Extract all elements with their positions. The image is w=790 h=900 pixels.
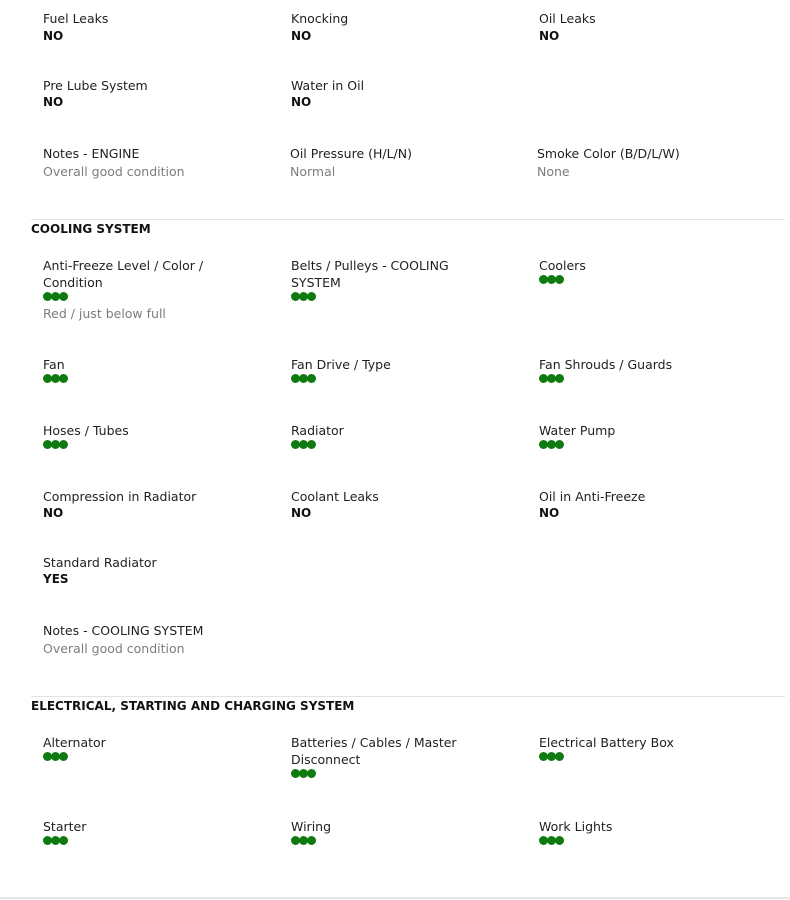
hoses-label: Hoses / Tubes [43, 423, 129, 438]
smoke-color-label: Smoke Color (B/D/L/W) [537, 146, 680, 161]
cooling-section-title: COOLING SYSTEM [31, 222, 151, 236]
alternator-item [43, 734, 106, 761]
rating-dots [539, 373, 672, 383]
rating-dot-icon [59, 374, 68, 383]
fan-drive-label: Fan Drive / Type [291, 357, 391, 372]
rating-dot-icon [555, 275, 564, 284]
batteries-item [291, 734, 457, 778]
antifreeze-label-line1: Anti-Freeze Level / Color / [43, 258, 204, 273]
coolers-item [539, 257, 586, 284]
rating-dot-icon [555, 752, 564, 761]
engine-notes-value: Overall good condition [43, 164, 185, 179]
belts-label-line2: SYSTEM [291, 275, 341, 290]
rating-dot-icon [555, 440, 564, 449]
alternator-label: Alternator [43, 735, 106, 750]
cooling-notes-label: Notes - COOLING SYSTEM [43, 623, 204, 638]
fuel-leaks-label: Fuel Leaks [43, 11, 109, 26]
cooling-notes-value: Overall good condition [43, 641, 185, 656]
rating-dot-icon [555, 374, 564, 383]
smoke-color-value: None [537, 164, 570, 179]
work-lights-label: Work Lights [539, 819, 613, 834]
rating-dots [539, 751, 674, 761]
oil-pressure-value: Normal [290, 164, 336, 179]
bottom-divider [0, 897, 790, 899]
pre-lube-value: NO [43, 95, 64, 109]
rating-dot-icon [59, 836, 68, 845]
battery-box-label: Electrical Battery Box [539, 735, 674, 750]
rating-dots [43, 373, 67, 383]
rating-dot-icon [307, 292, 316, 301]
rating-dots [539, 439, 615, 449]
wiring-item [291, 818, 331, 845]
rating-dot-icon [307, 769, 316, 778]
work-lights-item [539, 818, 612, 845]
section-divider [31, 696, 785, 697]
water-pump-label: Water Pump [539, 423, 616, 438]
oil-in-antifreeze-value: NO [539, 506, 560, 520]
rating-dot-icon [307, 374, 316, 383]
starter-label: Starter [43, 819, 87, 834]
rating-dots [291, 835, 331, 845]
coolant-leaks-value: NO [291, 506, 312, 520]
oil-pressure-label: Oil Pressure (H/L/N) [290, 146, 412, 161]
fan-shrouds-item [539, 356, 672, 383]
wiring-label: Wiring [291, 819, 332, 834]
rating-dots [291, 439, 344, 449]
antifreeze-label-line2: Condition [43, 275, 103, 290]
rating-dots [539, 835, 612, 845]
electrical-section-title: ELECTRICAL, STARTING AND CHARGING SYSTEM [31, 699, 355, 713]
starter-item [43, 818, 86, 845]
compression-label: Compression in Radiator [43, 489, 197, 504]
rating-dots [43, 835, 86, 845]
standard-radiator-label: Standard Radiator [43, 555, 157, 570]
coolers-label: Coolers [539, 258, 586, 273]
fan-label: Fan [43, 357, 65, 372]
water-pump-item [539, 422, 615, 449]
batteries-label-line1: Batteries / Cables / Master [291, 735, 457, 750]
radiator-label: Radiator [291, 423, 344, 438]
rating-dots [43, 751, 106, 761]
antifreeze-note: Red / just below full [43, 306, 166, 321]
compression-value: NO [43, 506, 64, 520]
rating-dots [43, 291, 203, 301]
engine-notes-label: Notes - ENGINE [43, 146, 140, 161]
fan-drive-item [291, 356, 391, 383]
hoses-item [43, 422, 129, 449]
belts-label-line1: Belts / Pulleys - COOLING [291, 258, 449, 273]
oil-leaks-value: NO [539, 29, 560, 43]
radiator-item [291, 422, 344, 449]
oil-leaks-label: Oil Leaks [539, 11, 596, 26]
water-in-oil-label: Water in Oil [291, 78, 365, 93]
batteries-label-line2: Disconnect [291, 752, 361, 767]
pre-lube-label: Pre Lube System [43, 78, 148, 93]
rating-dot-icon [59, 440, 68, 449]
rating-dot-icon [555, 836, 564, 845]
battery-box-item [539, 734, 674, 761]
rating-dot-icon [307, 440, 316, 449]
rating-dots [291, 373, 391, 383]
fan-shrouds-label: Fan Shrouds / Guards [539, 357, 673, 372]
rating-dots [291, 291, 449, 301]
rating-dots [43, 439, 129, 449]
antifreeze-item [43, 257, 203, 322]
knocking-label: Knocking [291, 11, 349, 26]
fuel-leaks-value: NO [43, 29, 64, 43]
belts-item [291, 257, 449, 301]
rating-dot-icon [59, 752, 68, 761]
coolant-leaks-label: Coolant Leaks [291, 489, 379, 504]
rating-dots [539, 274, 586, 284]
rating-dots [291, 768, 457, 778]
oil-in-antifreeze-label: Oil in Anti-Freeze [539, 489, 646, 504]
standard-radiator-value: YES [43, 572, 69, 586]
knocking-value: NO [291, 29, 312, 43]
section-divider [31, 219, 785, 220]
rating-dot-icon [307, 836, 316, 845]
water-in-oil-value: NO [291, 95, 312, 109]
fan-item [43, 356, 67, 383]
rating-dot-icon [59, 292, 68, 301]
